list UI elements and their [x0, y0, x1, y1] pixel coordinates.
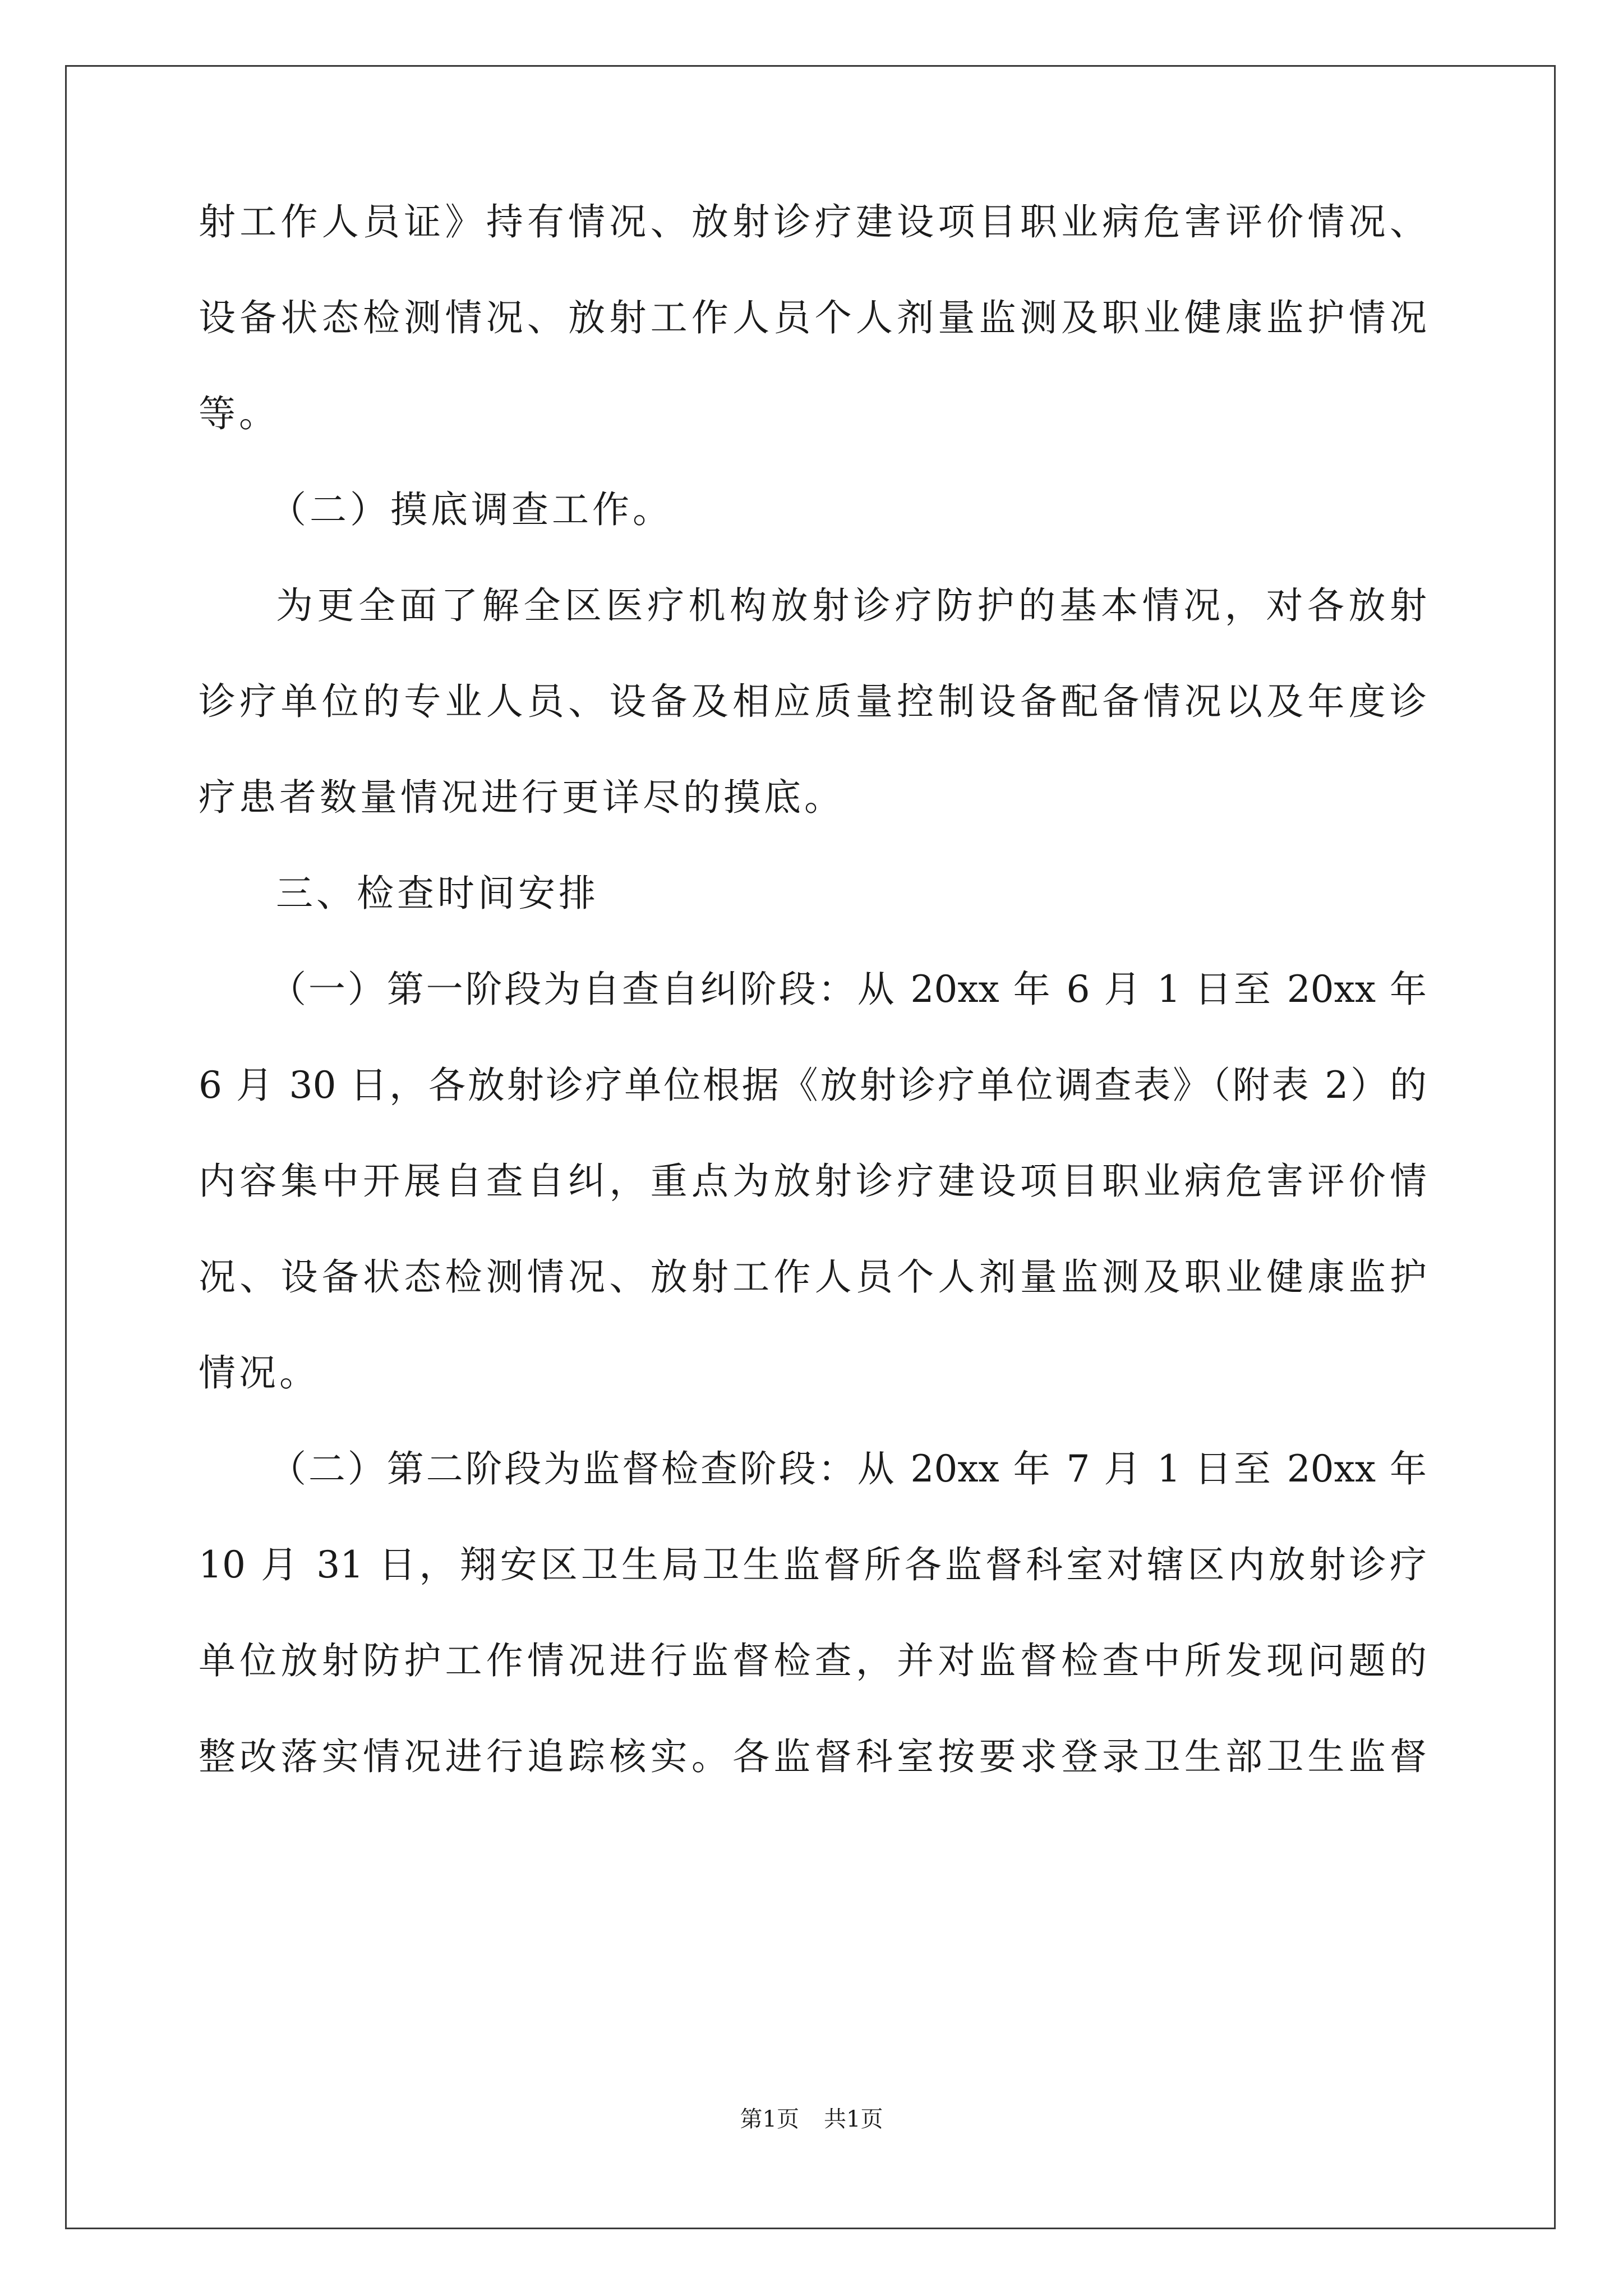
text-line: 况、设备状态检测情况、放射工作人员个人剂量监测及职业健康监护 [199, 1255, 1427, 1299]
text-line: （一）第一阶段为自查自纠阶段：从 20xx 年 6 月 1 日至 20xx 年 [269, 968, 1427, 1011]
text-line: 整改落实情况进行追踪核实。各监督科室按要求登录卫生部卫生监督 [199, 1735, 1427, 1778]
text-line: 诊疗单位的专业人员、设备及相应质量控制设备配备情况以及年度诊 [199, 680, 1427, 723]
text-line: 疗患者数量情况进行更详尽的摸底。 [199, 776, 845, 819]
section-heading: （二）摸底调查工作。 [269, 488, 673, 531]
text-line: 等。 [199, 392, 279, 435]
text-line: 设备状态检测情况、放射工作人员个人剂量监测及职业健康监护情况 [199, 296, 1427, 339]
page-footer [0, 2102, 1623, 2136]
text-line: 10 月 31 日，翔安区卫生局卫生监督所各监督科室对辖区内放射诊疗 [199, 1543, 1427, 1586]
text-line: 情况。 [199, 1351, 320, 1395]
page-number: 第1页 [740, 2106, 799, 2132]
page-border [65, 65, 1556, 2229]
text-line: 为更全面了解全区医疗机构放射诊疗防护的基本情况，对各放射 [276, 584, 1427, 627]
page-total: 共1页 [824, 2106, 883, 2132]
text-line: 射工作人员证》持有情况、放射诊疗建设项目职业病危害评价情况、 [199, 200, 1427, 243]
text-line: （二）第二阶段为监督检查阶段：从 20xx 年 7 月 1 日至 20xx 年 [269, 1447, 1427, 1490]
text-line: 单位放射防护工作情况进行监督检查，并对监督检查中所发现问题的 [199, 1639, 1427, 1682]
text-line: 6 月 30 日，各放射诊疗单位根据《放射诊疗单位调查表》（附表 2）的 [199, 1064, 1427, 1107]
text-line: 内容集中开展自查自纠，重点为放射诊疗建设项目职业病危害评价情 [199, 1159, 1427, 1203]
section-heading: 三、检查时间安排 [276, 872, 599, 915]
